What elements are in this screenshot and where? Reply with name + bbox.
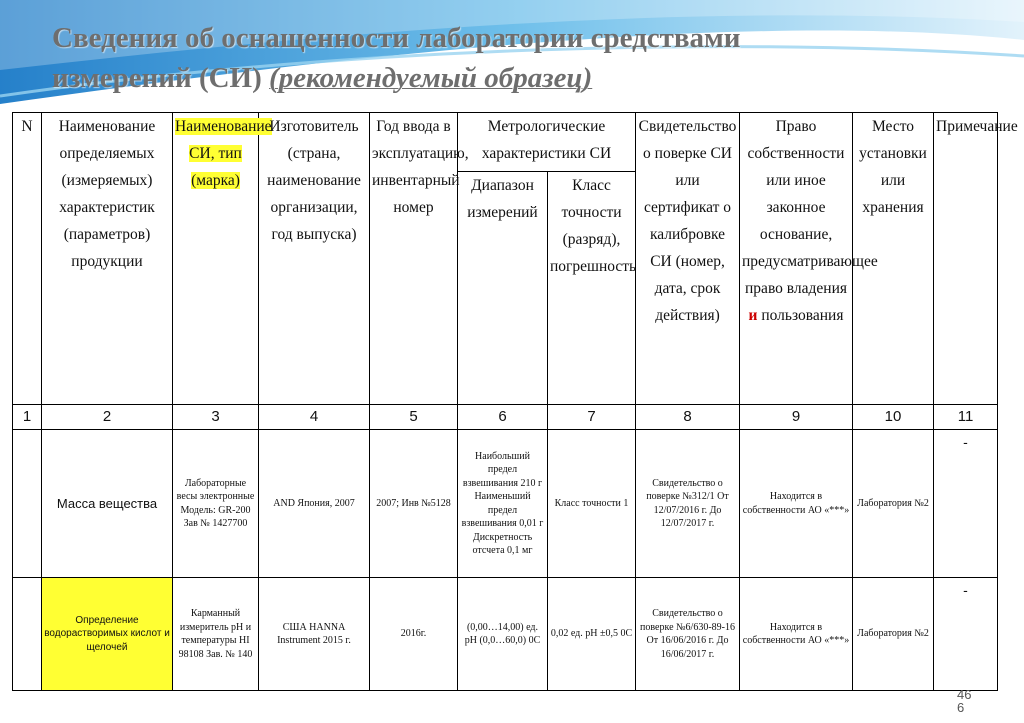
header-ownership-and: и <box>748 307 758 324</box>
title-line-1: Сведения об оснащенности лаборатории средствами <box>52 22 741 54</box>
col-num: 11 <box>934 405 998 430</box>
col-num: 4 <box>259 405 370 430</box>
header-ownership-text: Право собственности или иное законное основание, предусматривающее право владения <box>742 118 878 297</box>
title-subtitle: (рекомендуемый образец) <box>269 62 593 94</box>
cell-range: (0,00…14,00) ед. pH (0,0…60,0) 0С <box>458 578 548 691</box>
header-row <box>13 113 998 172</box>
header-instrument <box>173 113 272 405</box>
header-metrology: Метрологические характеристики СИ <box>458 113 636 172</box>
col-num: 3 <box>173 405 259 430</box>
cell-instrument: Лабораторные весы электронные Модель: GR-200 Зав № 1427700 <box>173 430 259 578</box>
header-note: Примечание <box>934 113 998 405</box>
header-certificate: Свидетельство о поверке СИ или сертификат о калибровке СИ (номер, дата, срок действия) <box>636 113 740 405</box>
col-num: 9 <box>740 405 853 430</box>
cell-characteristic: Определение водорастворимых кислот и щелочей <box>42 578 173 691</box>
cell-commission: 2007; Инв №5128 <box>370 430 458 578</box>
cell-ownership: Находится в собственности АО «***» <box>740 578 853 691</box>
cell-instrument: Карманный измеритель pH и температуры HI 98108 Зав. № 140 <box>173 578 259 691</box>
header-accuracy: Класс точности (разряд), погрешность <box>548 172 636 405</box>
cell-certificate: Свидетельство о поверке №312/1 От 12/07/2016 г. До 12/07/2017 г. <box>636 430 740 578</box>
cell-ownership: Находится в собственности АО «***» <box>740 430 853 578</box>
header-ownership-use: пользования <box>761 307 844 324</box>
header-commission: Год ввода в эксплуатацию, инвентарный номер <box>370 113 458 405</box>
cell-note: - <box>934 578 998 691</box>
table-row <box>13 430 998 578</box>
cell-location: Лаборатория №2 <box>853 430 934 578</box>
col-num: 6 <box>458 405 548 430</box>
header-number: N <box>13 113 42 405</box>
cell-commission: 2016г. <box>370 578 458 691</box>
cell-note: - <box>934 430 998 578</box>
cell-number <box>13 430 42 578</box>
col-num: 10 <box>853 405 934 430</box>
page-title <box>52 18 952 98</box>
cell-accuracy: Класс точности 1 <box>548 430 636 578</box>
col-num: 5 <box>370 405 458 430</box>
instruments-table <box>12 112 1018 691</box>
header-instrument-text: Наименование СИ, тип (марка) <box>175 118 272 189</box>
column-number-row <box>13 405 998 430</box>
cell-characteristic: Масса вещества <box>42 430 173 578</box>
cell-location: Лаборатория №2 <box>853 578 934 691</box>
page-number <box>957 688 971 714</box>
table-row <box>13 578 998 691</box>
cell-number <box>13 578 42 691</box>
cell-certificate: Свидетельство о поверке №6/630-89-16 От 16/06/2016 г. До 16/06/2017 г. <box>636 578 740 691</box>
col-num: 1 <box>13 405 42 430</box>
header-range: Диапазон измерений <box>458 172 548 405</box>
col-num: 7 <box>548 405 636 430</box>
cell-accuracy: 0,02 ед. pH ±0,5 0С <box>548 578 636 691</box>
header-characteristic: Наименование определяемых (измеряемых) характеристик (параметров) продукции <box>42 113 173 405</box>
header-location: Место установки или хранения <box>853 113 934 405</box>
cell-manufacturer: AND Япония, 2007 <box>259 430 370 578</box>
page-number-bottom: 6 <box>957 700 965 715</box>
page-number-top: 46 <box>957 687 972 702</box>
header-manufacturer: Изготовитель (страна, наименование организации, год выпуска) <box>259 113 370 405</box>
col-num: 8 <box>636 405 740 430</box>
col-num: 2 <box>42 405 173 430</box>
cell-manufacturer: США HANNA Instrument 2015 г. <box>259 578 370 691</box>
title-line-2: измерений (СИ) <box>52 62 262 94</box>
cell-range: Наибольший предел взвешивания 210 г Наименьший предел взвешивания 0,01 г Дискретность отсчета 0,1 мг <box>458 430 548 578</box>
header-ownership <box>740 113 878 405</box>
